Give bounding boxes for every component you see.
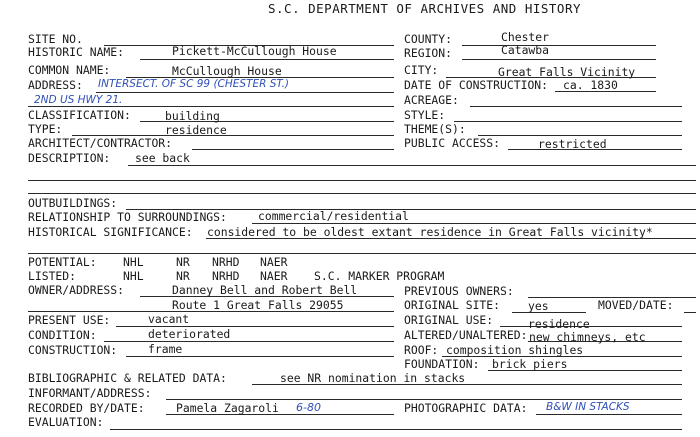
historic-name-line [140,59,394,60]
condition-value: deteriorated [148,327,231,341]
photographic-line [536,414,682,415]
owner-value-line2: Route 1 Great Falls 29055 [172,298,344,312]
public-access-value: restricted [538,137,607,151]
potential-code-nr: NR [176,255,190,269]
type-value: residence [165,123,227,137]
moved-date-label: MOVED/DATE: [598,298,674,312]
county-value: Chester [501,30,550,44]
altered-value: new chimneys, etc [529,330,646,344]
evaluation-label: EVALUATION: [28,415,104,429]
form-title: S.C. DEPARTMENT OF ARCHIVES AND HISTORY [268,1,581,16]
style-label: STYLE: [404,108,446,122]
public-access-label: PUBLIC ACCESS: [404,136,501,150]
original-site-label: ORIGINAL SITE: [404,298,501,312]
bibliographic-label: BIBLIOGRAPHIC & RELATED DATA: [28,371,227,385]
themes-line [478,135,682,136]
foundation-label: FOUNDATION: [404,357,480,371]
classification-value: building [165,109,220,123]
county-line [462,45,656,46]
construction-value: frame [148,342,183,356]
listed-code-nrhd: NRHD [212,269,240,283]
address-value-line1: INTERSECT. OF SC 99 (CHESTER ST.) [98,78,290,90]
region-line [462,59,656,60]
listed-label: LISTED: [28,269,77,283]
description-label: DESCRIPTION: [28,151,111,165]
common-name-label: COMMON NAME: [28,63,111,77]
date-construction-label: DATE OF CONSTRUCTION: [404,78,549,92]
acreage-label: ACREAGE: [404,93,459,107]
section-divider [28,193,696,194]
relationship-value: commercial/residential [258,209,409,223]
date-construction-value: ca. 1830 [563,78,618,92]
significance-value: considered to be oldest extant residence in Great Falls vicinity* [207,225,653,239]
section-divider-2 [28,253,696,254]
listed-code-marker: S.C. MARKER PROGRAM [314,269,445,283]
address-line-2 [28,106,394,107]
historic-name-label: HISTORIC NAME: [28,45,125,59]
common-name-value: McCullough House [172,64,282,78]
relationship-line [252,223,696,224]
previous-owners-label: PREVIOUS OWNERS: [404,284,514,298]
altered-label: ALTERED/UNALTERED: [404,328,528,342]
potential-label: POTENTIAL: [28,255,97,269]
owner-value-line1: Danney Bell and Robert Bell [172,283,358,297]
recorded-by-value: Pamela Zagaroli [176,401,279,415]
original-site-value: yes [528,299,549,313]
description-value: see back [135,151,190,165]
significance-label: HISTORICAL SIGNIFICANCE: [28,225,193,239]
photographic-value: B&W IN STACKS [546,401,630,413]
informant-label: INFORMANT/ADDRESS: [28,386,152,400]
architect-line [192,149,394,150]
foundation-value: brick piers [492,357,568,371]
owner-line-2 [28,311,394,312]
original-site-line [512,312,586,313]
owner-label: OWNER/ADDRESS: [28,283,125,297]
evaluation-line [110,429,682,430]
historic-name-value: Pickett-McCullough House [172,44,337,58]
potential-code-nrhd: NRHD [212,255,240,269]
bibliographic-value: see NR nomination in stacks [280,371,466,385]
region-value: Catawba [501,43,550,57]
informant-line [166,399,682,400]
type-label: TYPE: [28,122,63,136]
architect-label: ARCHITECT/CONTRACTOR: [28,136,173,150]
county-label: COUNTY: [404,32,453,46]
condition-label: CONDITION: [28,328,97,342]
acreage-line [470,106,682,107]
recorded-by-label: RECORDED BY/DATE: [28,401,145,415]
roof-label: ROOF: [404,343,439,357]
roof-value: composition shingles [446,343,584,357]
classification-label: CLASSIFICATION: [28,108,131,122]
photographic-label: PHOTOGRAPHIC DATA: [404,401,528,415]
relationship-label: RELATIONSHIP TO SURROUNDINGS: [28,210,227,224]
region-label: REGION: [404,46,453,60]
construction-line [126,356,394,357]
listed-code-naer: NAER [260,269,288,283]
city-label: CITY: [404,63,439,77]
original-use-value: residence [528,317,590,331]
city-value: Great Falls Vicinity [498,65,636,79]
address-line [96,92,394,93]
themes-label: THEME(S): [404,122,466,136]
potential-code-nhl: NHL [123,255,144,269]
description-line-2 [28,180,696,181]
recorded-date-value: 6-80 [296,401,321,414]
construction-label: CONSTRUCTION: [28,343,118,357]
description-line [128,165,696,166]
original-use-label: ORIGINAL USE: [404,313,494,327]
address-value-line2: 2ND US HWY 21. [34,94,123,106]
outbuildings-label: OUTBUILDINGS: [28,196,118,210]
potential-code-naer: NAER [260,255,288,269]
address-label: ADDRESS: [28,78,83,92]
listed-code-nhl: NHL [123,269,144,283]
present-use-value: vacant [148,312,190,326]
moved-date-line [684,312,696,313]
style-line [454,121,682,122]
site-no-label: SITE NO. [28,32,83,46]
listed-code-nr: NR [176,269,190,283]
present-use-label: PRESENT USE: [28,313,111,327]
